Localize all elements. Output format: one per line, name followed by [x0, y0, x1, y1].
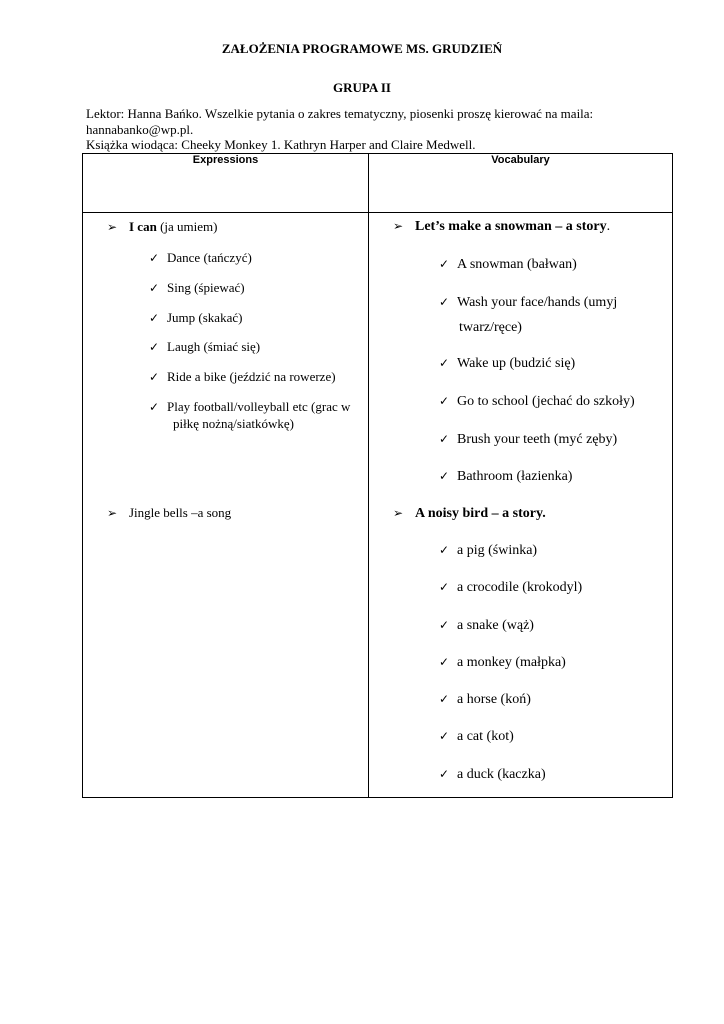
checkmark-icon: ✓ — [439, 618, 450, 632]
snowman-story-section: ➢ Let’s make a snowman – a story. — [393, 219, 611, 234]
checkmark-icon: ✓ — [439, 655, 450, 669]
checkmark-icon: ✓ — [439, 356, 450, 370]
i-can-section — [107, 219, 217, 235]
checkmark-icon: ✓ — [149, 340, 160, 354]
list-item-continuation: twarz/ręce) — [459, 320, 522, 335]
list-item: ✓ Bathroom (łazienka) — [439, 469, 573, 484]
arrow-bullet-icon: ➢ — [393, 506, 404, 520]
checkmark-icon: ✓ — [439, 469, 450, 483]
list-item: ✓ Wake up (budzić się) — [439, 356, 576, 371]
list-item: ✓ Go to school (jechać do szkoły) — [439, 394, 635, 409]
checkmark-icon: ✓ — [439, 729, 450, 743]
i-can-translation: (ja umiem) — [156, 219, 218, 234]
vocabulary-header: Vocabulary — [369, 154, 673, 213]
checkmark-icon: ✓ — [439, 257, 450, 271]
checkmark-icon: ✓ — [439, 394, 450, 408]
list-item: ✓ a cat (kot) — [439, 729, 514, 744]
checkmark-icon: ✓ — [149, 400, 160, 414]
i-can-label: I can — [129, 219, 157, 234]
list-item: ✓ a pig (świnka) — [439, 543, 538, 558]
list-item: ✓ Ride a bike (jeździć na rowerze) — [149, 369, 336, 384]
vocabulary-cell — [369, 213, 673, 798]
expressions-cell — [83, 213, 369, 798]
arrow-bullet-icon: ➢ — [107, 220, 118, 234]
checkmark-icon: ✓ — [439, 295, 450, 309]
intro-line-1: Lektor: Hanna Bańko. Wszelkie pytania o zakres tematyczny, piosenki proszę kierować na maila: — [86, 106, 594, 121]
checkmark-icon: ✓ — [149, 311, 160, 325]
list-item: ✓ Dance (tańczyć) — [149, 250, 252, 265]
list-item: ✓ Sing (śpiewać) — [149, 280, 245, 295]
checkmark-icon: ✓ — [439, 543, 450, 557]
arrow-bullet-icon: ➢ — [107, 506, 118, 520]
list-item: ✓ a crocodile (krokodyl) — [439, 580, 583, 595]
noisy-bird-section: ➢ A noisy bird – a story. — [393, 506, 546, 521]
checkmark-icon: ✓ — [439, 767, 450, 781]
checkmark-icon: ✓ — [149, 281, 160, 295]
intro-book: Książka wiodąca: Cheeky Monkey 1. Kathryn Harper and Claire Medwell. — [86, 137, 476, 152]
list-item: ✓ Play football/volleyball etc (grac w — [149, 399, 351, 414]
list-item: ✓ a horse (koń) — [439, 692, 531, 707]
checkmark-icon: ✓ — [149, 370, 160, 384]
program-table — [82, 153, 673, 798]
intro-text — [86, 106, 686, 153]
group-title: GRUPA II — [333, 80, 391, 95]
document-title: ZAŁOŻENIA PROGRAMOWE MS. GRUDZIEŃ — [221, 41, 503, 56]
intro-email: hannabanko@wp.pl. — [86, 121, 194, 137]
list-item: ✓ Wash your face/hands (umyj — [439, 295, 618, 310]
checkmark-icon: ✓ — [439, 692, 450, 706]
list-item: ✓ a monkey (małpka) — [439, 655, 566, 670]
list-item: ✓ Laugh (śmiać się) — [149, 339, 261, 354]
jingle-bells-section: ➢ Jingle bells –a song — [107, 505, 232, 520]
expressions-header: Expressions — [83, 154, 369, 213]
checkmark-icon: ✓ — [149, 251, 160, 265]
list-item: ✓ Brush your teeth (myć zęby) — [439, 432, 618, 447]
list-item: ✓ Jump (skakać) — [149, 310, 243, 325]
checkmark-icon: ✓ — [439, 580, 450, 594]
arrow-bullet-icon: ➢ — [393, 219, 404, 233]
list-item: ✓ A snowman (bałwan) — [439, 257, 577, 272]
list-item: ✓ a snake (wąż) — [439, 618, 534, 633]
list-item: ✓ a duck (kaczka) — [439, 767, 546, 782]
checkmark-icon: ✓ — [439, 432, 450, 446]
list-item-continuation: piłkę nożną/siatkówkę) — [173, 416, 294, 431]
